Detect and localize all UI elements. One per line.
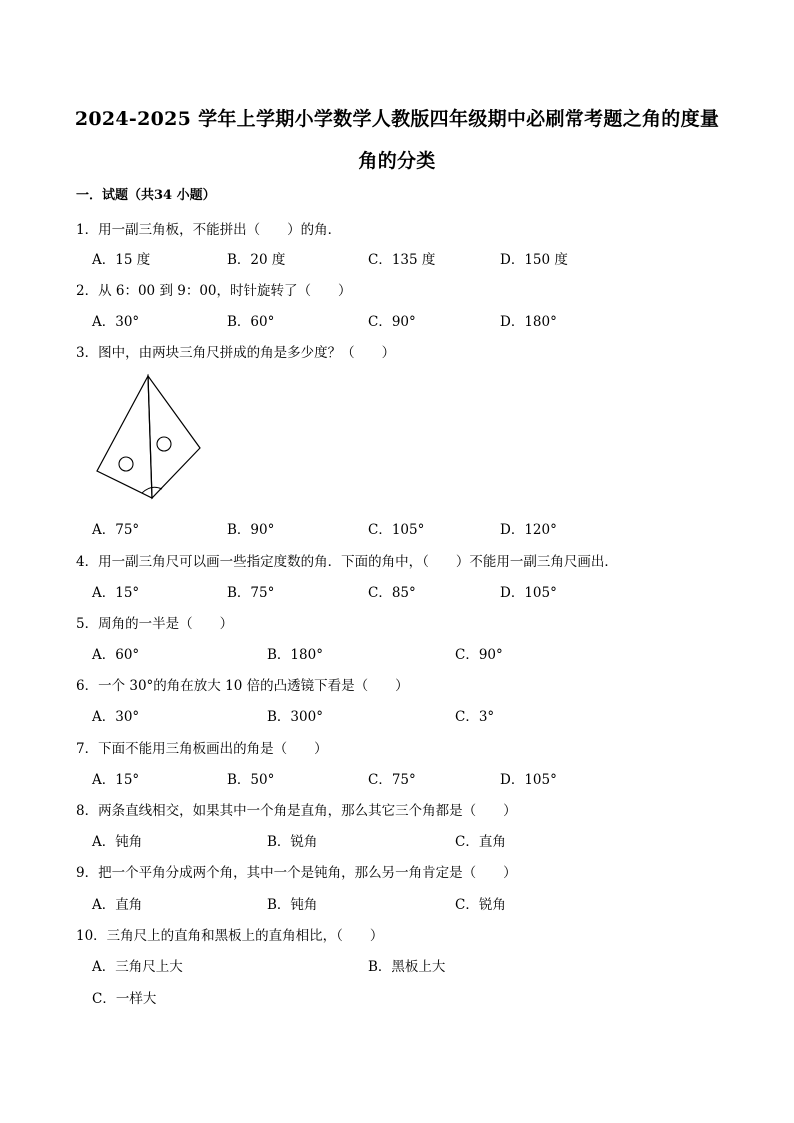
question-9-stem: 9．把一个平角分成两个角，其中一个是钝角，那么另一角肯定是（ ） <box>76 865 517 881</box>
question-8-option-b: B．锐角 <box>267 834 318 850</box>
question-1-option-c: C．135 度 <box>368 252 436 268</box>
question-1-stem: 1．用一副三角板，不能拼出（ ）的角． <box>76 222 342 238</box>
question-7-option-a: A．15° <box>92 772 140 788</box>
question-3-option-d: D．120° <box>500 522 557 538</box>
question-2-option-d: D．180° <box>500 314 557 330</box>
question-2-stem: 2．从 6：00 到 9：00，时针旋转了（ ） <box>76 283 352 299</box>
question-9-option-b: B．钝角 <box>267 897 318 913</box>
question-4-option-c: C．85° <box>368 585 416 601</box>
left-ruler-hole <box>119 457 133 471</box>
question-4-option-b: B．75° <box>227 585 275 601</box>
question-10-stem: 10．三角尺上的直角和黑板上的直角相比，（ ） <box>76 928 384 944</box>
question-1-option-a: A．15 度 <box>92 252 151 268</box>
question-9-option-a: A．直角 <box>92 897 143 913</box>
question-4-stem: 4．用一副三角尺可以画一些指定度数的角．下面的角中，（ ）不能用一副三角尺画出． <box>76 554 618 570</box>
question-3-option-c: C．105° <box>368 522 425 538</box>
question-2-option-b: B．60° <box>227 314 275 330</box>
question-7-option-b: B．50° <box>227 772 275 788</box>
question-4-option-a: A．15° <box>92 585 140 601</box>
right-ruler-hole <box>157 437 171 451</box>
section-heading: 一．试题（共34 小题） <box>76 188 216 203</box>
question-5-option-c: C．90° <box>455 647 503 663</box>
question-5-stem: 5．周角的一半是（ ） <box>76 616 234 632</box>
question-8-stem: 8．两条直线相交，如果其中一个角是直角，那么其它三个角都是（ ） <box>76 803 517 819</box>
question-5-option-a: A．60° <box>92 647 140 663</box>
question-9-option-c: C．锐角 <box>455 897 506 913</box>
question-1-option-b: B．20 度 <box>227 252 286 268</box>
question-10-option-b: B．黑板上大 <box>368 959 446 975</box>
question-5-option-b: B．180° <box>267 647 323 663</box>
question-7-stem: 7．下面不能用三角板画出的角是（ ） <box>76 741 328 757</box>
question-6-option-b: B．300° <box>267 709 323 725</box>
question-8-option-a: A．钝角 <box>92 834 143 850</box>
question-6-stem: 6．一个 30°的角在放大 10 倍的凸透镜下看是（ ） <box>76 678 409 694</box>
question-10-option-a: A．三角尺上大 <box>92 959 183 975</box>
question-7-option-d: D．105° <box>500 772 557 788</box>
question-3-stem: 3．图中，由两块三角尺拼成的角是多少度？（ ） <box>76 345 396 361</box>
left-triangle-ruler <box>97 376 152 498</box>
question-2-option-a: A．30° <box>92 314 140 330</box>
question-6-option-a: A．30° <box>92 709 140 725</box>
question-2-option-c: C．90° <box>368 314 416 330</box>
right-triangle-ruler <box>148 376 200 498</box>
question-4-option-d: D．105° <box>500 585 557 601</box>
question-3-option-a: A．75° <box>92 522 140 538</box>
question-7-option-c: C．75° <box>368 772 416 788</box>
question-3-option-b: B．90° <box>227 522 275 538</box>
question-6-option-c: C．3° <box>455 709 495 725</box>
document-title-line2: 角的分类 <box>358 150 436 172</box>
question-10-option-c: C．一样大 <box>92 991 157 1007</box>
triangle-rulers-figure <box>90 372 210 504</box>
question-1-option-d: D．150 度 <box>500 252 568 268</box>
question-8-option-c: C．直角 <box>455 834 506 850</box>
document-title-line1: 2024-2025 学年上学期小学数学人教版四年级期中必刷常考题之角的度量 <box>74 108 720 130</box>
